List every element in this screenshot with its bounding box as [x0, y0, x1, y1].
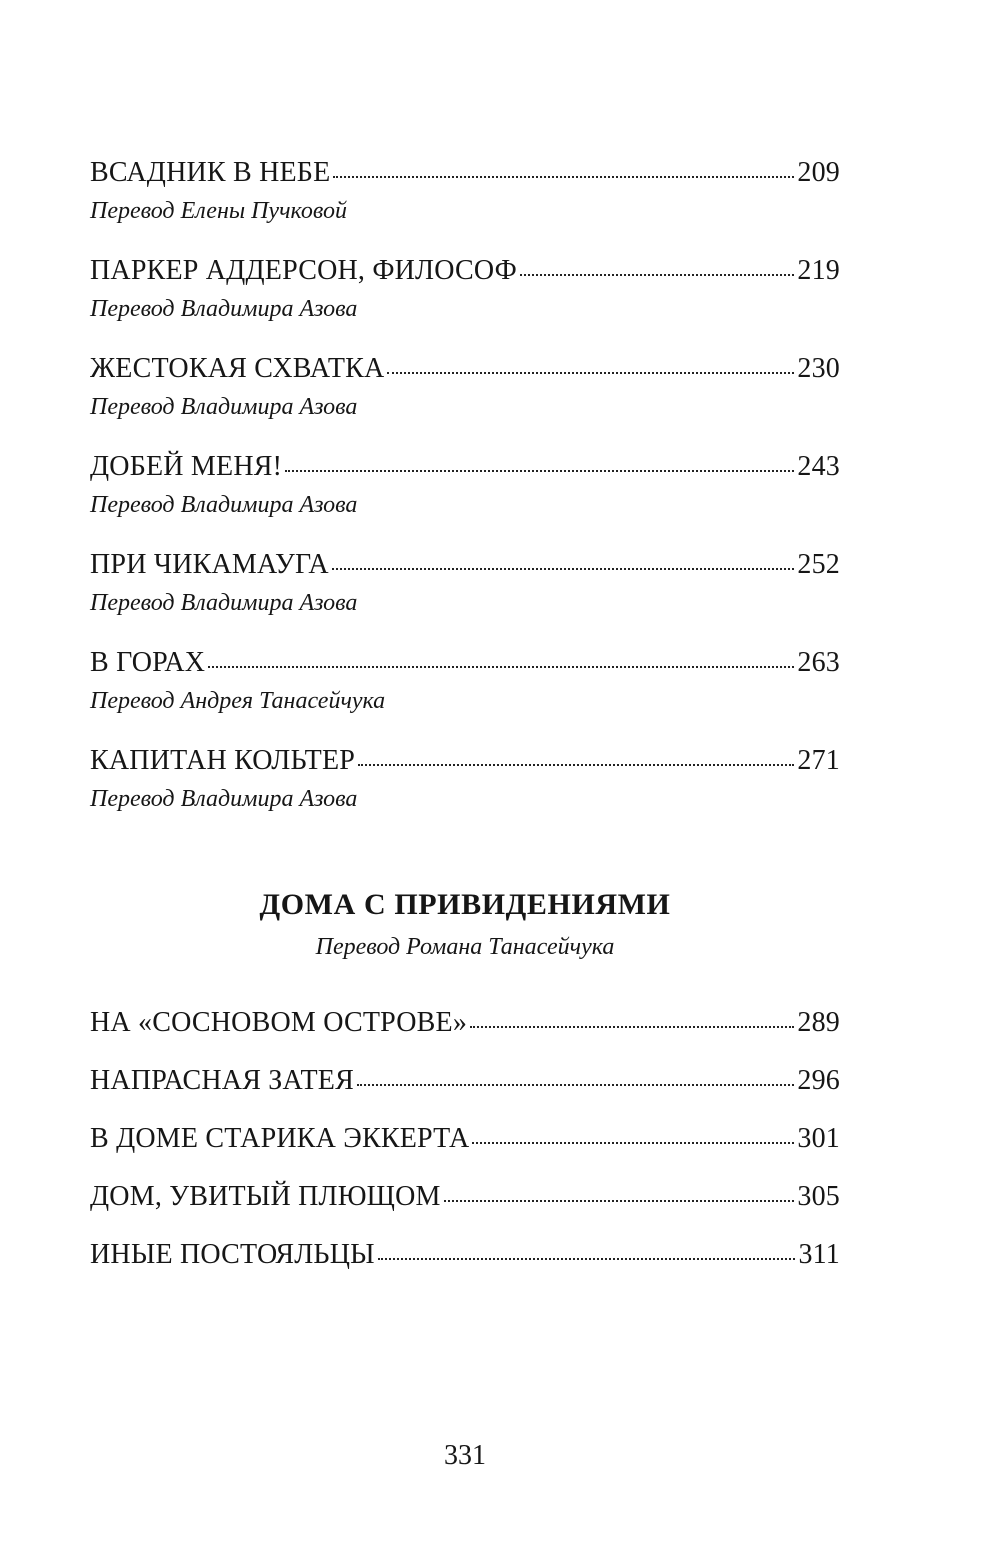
toc-title: В ДОМЕ СТАРИКА ЭККЕРТА: [90, 1123, 470, 1154]
toc-title: ВСАДНИК В НЕБЕ: [90, 157, 331, 188]
toc-line: [90, 744, 840, 778]
toc-line: [90, 156, 840, 190]
toc-line: [90, 1064, 840, 1098]
toc-title: КАПИТАН КОЛЬТЕР: [90, 745, 356, 776]
toc-title: В ГОРАХ: [90, 647, 206, 678]
dot-leader: [357, 1084, 794, 1086]
toc-page-number: 296: [797, 1065, 840, 1096]
toc-translator: Перевод Владимира Азова: [90, 394, 358, 420]
toc-entry: [90, 254, 840, 324]
toc-title: ДОБЕЙ МЕНЯ!: [90, 451, 283, 482]
toc-page-number: 219: [797, 255, 840, 286]
dot-leader: [208, 666, 794, 668]
dot-leader: [333, 176, 794, 178]
toc-title: ДОМ, УВИТЫЙ ПЛЮЩОМ: [90, 1181, 441, 1212]
dot-leader: [472, 1142, 794, 1144]
toc-entry: [90, 156, 840, 226]
toc-line: [90, 450, 840, 484]
toc-entry: [90, 450, 840, 520]
dot-leader: [285, 470, 794, 472]
toc-line: [90, 254, 840, 288]
toc-entry: [90, 1180, 840, 1214]
dot-leader: [520, 274, 794, 276]
toc-entry: [90, 1064, 840, 1098]
dot-leader: [387, 372, 794, 374]
toc-translator: Перевод Андрея Танасейчука: [90, 688, 386, 714]
section-heading: ДОМА С ПРИВИДЕНИЯМИ: [259, 888, 671, 921]
toc-page-number: 209: [797, 157, 840, 188]
toc-page-number: 301: [797, 1123, 840, 1154]
toc-entry: [90, 744, 840, 814]
dot-leader: [378, 1258, 796, 1260]
toc-title: НАПРАСНАЯ ЗАТЕЯ: [90, 1065, 354, 1096]
toc-line: [90, 1006, 840, 1040]
toc-line: [90, 1180, 840, 1214]
toc-title: ИНЫЕ ПОСТОЯЛЬЦЫ: [90, 1239, 375, 1270]
toc-translator: Перевод Владимира Азова: [90, 296, 358, 322]
dot-leader: [444, 1200, 795, 1202]
toc-page-number: 252: [797, 549, 840, 580]
toc-page-number: 289: [797, 1007, 840, 1038]
toc-line: [90, 1238, 840, 1272]
toc-title: ПАРКЕР АДДЕРСОН, ФИЛОСОФ: [90, 255, 517, 286]
toc-entry: [90, 1238, 840, 1272]
toc-entry: [90, 548, 840, 618]
toc-title: ЖЕСТОКАЯ СХВАТКА: [90, 353, 385, 384]
toc-translator: Перевод Владимира Азова: [90, 786, 358, 812]
toc-line: [90, 548, 840, 582]
toc-translator: Перевод Елены Пучковой: [90, 198, 347, 224]
toc-page-number: 263: [797, 647, 840, 678]
toc-translator: Перевод Владимира Азова: [90, 590, 358, 616]
toc-line: [90, 1122, 840, 1156]
dot-leader: [358, 764, 794, 766]
toc-title: НА «СОСНОВОМ ОСТРОВЕ»: [90, 1007, 468, 1038]
toc-entry: [90, 1122, 840, 1156]
toc-line: [90, 352, 840, 386]
toc-translator: Перевод Владимира Азова: [90, 492, 358, 518]
toc-title: ПРИ ЧИКАМАУГА: [90, 549, 329, 580]
toc-entry: [90, 646, 840, 716]
toc-entry: [90, 352, 840, 422]
toc-page-number: 243: [797, 451, 840, 482]
toc-line: [90, 646, 840, 680]
toc-entry: [90, 1006, 840, 1040]
toc-page-number: 311: [798, 1239, 840, 1270]
toc-page-number: 230: [797, 353, 840, 384]
toc-page-number: 305: [797, 1181, 840, 1212]
toc-page-number: 271: [797, 745, 840, 776]
dot-leader: [470, 1026, 794, 1028]
page-number: 331: [444, 1440, 486, 1471]
section-translator: Перевод Романа Танасейчука: [315, 934, 615, 960]
dot-leader: [332, 568, 795, 570]
